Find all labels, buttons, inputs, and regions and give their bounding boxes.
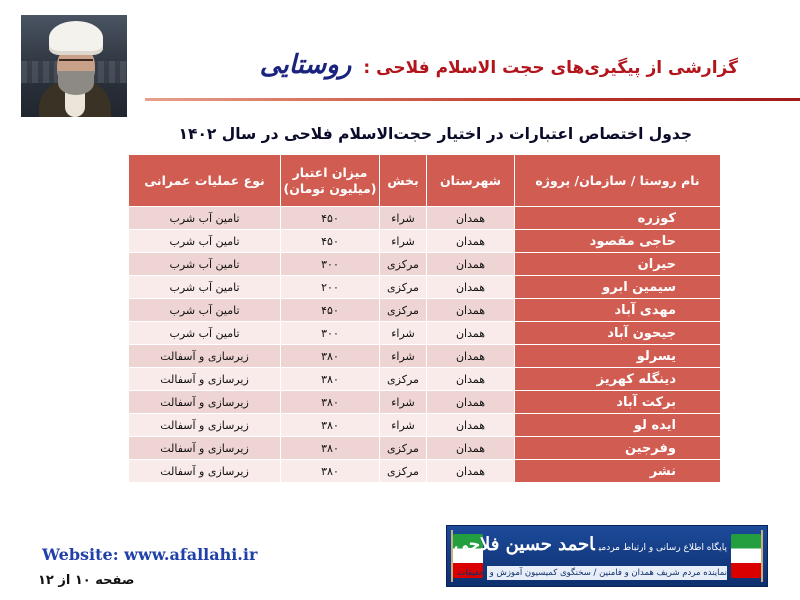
- website-link[interactable]: Website: www.afallahi.ir: [42, 545, 258, 564]
- amount-cell: ۳۸۰: [281, 414, 380, 437]
- table-row: [129, 345, 721, 368]
- banner-subline: نماینده مردم شریف همدان و فامنین / سخنگوی کمیسیون آموزش و تحقیقات: [457, 568, 727, 578]
- county-cell: همدان: [427, 414, 515, 437]
- banner-headline: [453, 534, 727, 555]
- county-cell: همدان: [427, 368, 515, 391]
- column-header-operation: نوع عملیات عمرانی: [129, 155, 281, 207]
- column-header-village: نام روستا / سازمان/ پروژه: [515, 155, 721, 207]
- table-row: [129, 414, 721, 437]
- column-header-district: بخش: [380, 155, 427, 207]
- county-cell: همدان: [427, 230, 515, 253]
- village-cell: سیمین ابرو: [515, 276, 721, 299]
- village-cell: کوزره: [515, 207, 721, 230]
- village-cell: دینگله کهریز: [515, 368, 721, 391]
- header-divider: [145, 98, 800, 101]
- page-subject: روستایی: [259, 50, 352, 80]
- amount-cell: ۴۵۰: [281, 299, 380, 322]
- table-row: [129, 276, 721, 299]
- operation-cell: زیرسازی و آسفالت: [129, 414, 281, 437]
- table-row: [129, 322, 721, 345]
- amount-cell: ۳۰۰: [281, 322, 380, 345]
- operation-cell: تامین آب شرب: [129, 253, 281, 276]
- allocation-table: [128, 154, 721, 483]
- speaker-portrait: [21, 15, 127, 117]
- village-cell: وفرجین: [515, 437, 721, 460]
- county-cell: همدان: [427, 322, 515, 345]
- operation-cell: زیرسازی و آسفالت: [129, 460, 281, 483]
- village-cell: نشر: [515, 460, 721, 483]
- village-cell: یسرلو: [515, 345, 721, 368]
- village-cell: جیحون آباد: [515, 322, 721, 345]
- county-cell: همدان: [427, 460, 515, 483]
- iran-flag-icon: [731, 534, 761, 578]
- district-cell: مرکزی: [380, 437, 427, 460]
- operation-cell: زیرسازی و آسفالت: [129, 345, 281, 368]
- operation-cell: تامین آب شرب: [129, 299, 281, 322]
- village-cell: حیران: [515, 253, 721, 276]
- amount-cell: ۳۸۰: [281, 460, 380, 483]
- district-cell: مرکزی: [380, 299, 427, 322]
- village-cell: ایده لو: [515, 414, 721, 437]
- table-row: [129, 391, 721, 414]
- county-cell: همدان: [427, 299, 515, 322]
- village-cell: برکت آباد: [515, 391, 721, 414]
- operation-cell: تامین آب شرب: [129, 276, 281, 299]
- village-cell: حاجی مقصود: [515, 230, 721, 253]
- district-cell: شراء: [380, 230, 427, 253]
- amount-cell: ۳۸۰: [281, 368, 380, 391]
- column-header-amount: میزان اعتبار (میلیون تومان): [281, 155, 380, 207]
- village-cell: مهدی آباد: [515, 299, 721, 322]
- district-cell: شراء: [380, 391, 427, 414]
- county-cell: همدان: [427, 207, 515, 230]
- operation-cell: زیرسازی و آسفالت: [129, 368, 281, 391]
- operation-cell: تامین آب شرب: [129, 207, 281, 230]
- county-cell: همدان: [427, 437, 515, 460]
- table-row: [129, 230, 721, 253]
- district-cell: مرکزی: [380, 460, 427, 483]
- table-row: [129, 460, 721, 483]
- operation-cell: زیرسازی و آسفالت: [129, 437, 281, 460]
- site-banner[interactable]: [446, 525, 768, 587]
- county-cell: همدان: [427, 253, 515, 276]
- table-row: [129, 368, 721, 391]
- flagpole-icon: [761, 530, 763, 582]
- column-header-county: شهرستان: [427, 155, 515, 207]
- operation-cell: تامین آب شرب: [129, 322, 281, 345]
- district-cell: شراء: [380, 207, 427, 230]
- page-title: [260, 50, 738, 80]
- amount-cell: ۳۸۰: [281, 391, 380, 414]
- county-cell: همدان: [427, 391, 515, 414]
- page-title-text: گزارشی از پیگیری‌های حجت الاسلام فلاحی: [376, 58, 738, 78]
- county-cell: همدان: [427, 345, 515, 368]
- title-separator: :: [363, 58, 371, 78]
- operation-cell: تامین آب شرب: [129, 230, 281, 253]
- amount-cell: ۴۵۰: [281, 207, 380, 230]
- amount-cell: ۲۰۰: [281, 276, 380, 299]
- county-cell: همدان: [427, 276, 515, 299]
- page-number: صفحه ۱۰ از ۱۲: [38, 573, 135, 588]
- table-row: [129, 253, 721, 276]
- table-row: [129, 207, 721, 230]
- table-row: [129, 437, 721, 460]
- table-row: [129, 299, 721, 322]
- table-title: جدول اختصاص اعتبارات در اختیار حجت‌الاسلام فلاحی در سال ۱۴۰۲: [178, 125, 692, 143]
- amount-cell: ۴۵۰: [281, 230, 380, 253]
- district-cell: شراء: [380, 345, 427, 368]
- banner-name: احمد حسین فلاحی: [453, 534, 595, 555]
- district-cell: مرکزی: [380, 368, 427, 391]
- district-cell: شراء: [380, 414, 427, 437]
- district-cell: شراء: [380, 322, 427, 345]
- table-header-row: [129, 155, 721, 207]
- district-cell: مرکزی: [380, 253, 427, 276]
- amount-cell: ۳۸۰: [281, 437, 380, 460]
- amount-cell: ۳۸۰: [281, 345, 380, 368]
- amount-cell: ۳۰۰: [281, 253, 380, 276]
- operation-cell: زیرسازی و آسفالت: [129, 391, 281, 414]
- district-cell: مرکزی: [380, 276, 427, 299]
- banner-tagline: پایگاه اطلاع رسانی و ارتباط مردمی: [598, 543, 727, 553]
